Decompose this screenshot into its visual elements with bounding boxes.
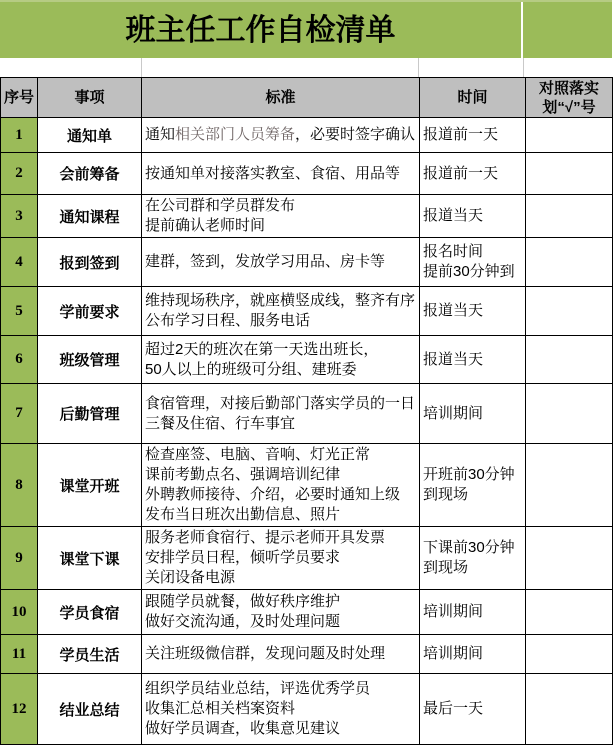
- text-segment: 通知: [145, 126, 176, 143]
- check-cell[interactable]: [526, 195, 613, 238]
- cell-line: 50人以上的班级可分组、建班委: [145, 360, 357, 378]
- time-cell: [420, 590, 526, 635]
- row-number-cell: 12: [1, 674, 38, 745]
- time-cell: [420, 384, 526, 444]
- col-header-time: 时间: [420, 78, 526, 118]
- cell-line: 按通知单对接落实教室、食宿、用品等: [145, 164, 401, 182]
- table-row: [1, 384, 613, 444]
- col-header-check-line1: 对照落实: [538, 79, 599, 97]
- time-cell: [420, 527, 526, 590]
- row-number-cell: 2: [1, 153, 38, 195]
- check-cell[interactable]: [526, 238, 613, 287]
- cell-line: 报名时间: [423, 243, 484, 260]
- cell-line: 提前30分钟到: [423, 263, 515, 280]
- table-row: [1, 590, 613, 635]
- cell-line: 做好学员调查，收集意见建议: [145, 720, 341, 737]
- item-cell: 班级管理: [38, 336, 142, 384]
- row-number-cell: 5: [1, 287, 38, 336]
- time-cell: [420, 635, 526, 674]
- cell-line: 报道当天: [423, 350, 484, 368]
- row-number-cell: 1: [1, 118, 38, 153]
- cell-line: 培训期间: [423, 645, 484, 662]
- table-row: [1, 635, 613, 674]
- title-cell: [0, 0, 521, 58]
- standard-cell: [142, 674, 420, 745]
- cell-line: [145, 125, 417, 145]
- cell-line: 外聘教师接待、介绍，必要时通知上级: [145, 486, 401, 503]
- cell-line: 检查座签、电脑、音响、灯光正常: [145, 446, 371, 463]
- item-cell: 学前要求: [38, 287, 142, 336]
- col-header-no: 序号: [1, 78, 38, 118]
- item-cell: 结业总结: [38, 674, 142, 745]
- gridline: [418, 58, 419, 77]
- standard-cell: [142, 238, 420, 287]
- table-row: [1, 153, 613, 195]
- check-cell[interactable]: [526, 527, 613, 590]
- time-cell: [420, 287, 526, 336]
- cell-line: 报道前一天: [423, 164, 499, 182]
- time-cell: [420, 153, 526, 195]
- gridline: [523, 58, 524, 77]
- cell-line: 食宿管理，对接后勤部门落实学员的一日: [145, 394, 416, 412]
- table-body: [1, 118, 613, 745]
- cell-line: 跟随学员就餐，做好秩序维护: [145, 593, 341, 610]
- title-band: [0, 0, 615, 58]
- table-row: [1, 238, 613, 287]
- check-cell[interactable]: [526, 118, 613, 153]
- cell-line: 安排学员日程，倾听学员要求: [145, 549, 341, 566]
- table-row: [1, 118, 613, 153]
- cell-line: 超过2天的班次在第一天选出班长，: [145, 340, 379, 358]
- text-segment: ，必要时签字确认: [295, 126, 416, 143]
- row-number-cell: 9: [1, 527, 38, 590]
- time-cell: [420, 195, 526, 238]
- item-cell: 学员食宿: [38, 590, 142, 635]
- time-cell: [420, 444, 526, 527]
- col-header-check: [526, 78, 613, 118]
- standard-cell: [142, 118, 420, 153]
- row-number-cell: 6: [1, 336, 38, 384]
- col-header-item: 事项: [38, 78, 142, 118]
- item-cell: 学员生活: [38, 635, 142, 674]
- cell-line: 提前确认老师时间: [145, 217, 266, 234]
- table-row: [1, 527, 613, 590]
- standard-cell: [142, 444, 420, 527]
- check-cell[interactable]: [526, 635, 613, 674]
- col-header-check-line2: 划“√”号: [542, 98, 596, 116]
- check-cell[interactable]: [526, 153, 613, 195]
- standard-cell: [142, 153, 420, 195]
- cell-line: 最后一天: [423, 700, 484, 717]
- item-cell: 后勤管理: [38, 384, 142, 444]
- check-cell[interactable]: [526, 384, 613, 444]
- item-cell: 报到签到: [38, 238, 142, 287]
- item-cell: 通知单: [38, 118, 142, 153]
- standard-cell: [142, 635, 420, 674]
- cell-line: 报道当天: [423, 207, 484, 224]
- cell-line: 到现场: [423, 559, 469, 576]
- cell-line: 关闭设备电源: [145, 569, 236, 586]
- time-cell: [420, 118, 526, 153]
- cell-line: 报道当天: [423, 302, 484, 319]
- table-row: [1, 336, 613, 384]
- gridline: [141, 58, 142, 77]
- spacer-row: [0, 58, 615, 77]
- row-number-cell: 10: [1, 590, 38, 635]
- item-cell: 会前筹备: [38, 153, 142, 195]
- table-row: [1, 287, 613, 336]
- cell-line: 关注班级微信群，发现问题及时处理: [145, 645, 386, 662]
- col-header-standard: 标准: [142, 78, 420, 118]
- cell-line: 收集汇总相关档案资料: [145, 700, 296, 717]
- item-cell: 课堂下课: [38, 527, 142, 590]
- check-cell[interactable]: [526, 336, 613, 384]
- time-cell: [420, 674, 526, 745]
- standard-cell: [142, 287, 420, 336]
- cell-line: 发布当日班次出勤信息、照片: [145, 506, 341, 523]
- item-cell: 课堂开班: [38, 444, 142, 527]
- cell-line: 开班前30分钟: [423, 466, 515, 483]
- table-row: [1, 195, 613, 238]
- standard-cell: [142, 336, 420, 384]
- row-number-cell: 4: [1, 238, 38, 287]
- table-row: [1, 444, 613, 527]
- cell-line: 课前考勤点名、强调培训纪律: [145, 466, 341, 483]
- cell-line: 培训期间: [423, 603, 484, 620]
- standard-cell: [142, 384, 420, 444]
- muted-text-segment: 相关部门人员筹备: [175, 126, 296, 143]
- cell-line: 到现场: [423, 486, 469, 503]
- item-cell: 通知课程: [38, 195, 142, 238]
- check-cell[interactable]: [526, 444, 613, 527]
- title-top-strip: [0, 0, 612, 2]
- cell-line: 三餐及住宿、行车事宜: [145, 414, 296, 432]
- cell-line: 下课前30分钟: [423, 539, 515, 556]
- row-number-cell: 3: [1, 195, 38, 238]
- check-cell[interactable]: [526, 674, 613, 745]
- cell-line: 在公司群和学员群发布: [145, 197, 296, 214]
- checklist-table: [0, 77, 613, 745]
- row-number-cell: 7: [1, 384, 38, 444]
- cell-line: 服务老师食宿行、提示老师开具发票: [145, 529, 386, 546]
- header-row: [1, 78, 613, 118]
- cell-line: 公布学习日程、服务电话: [145, 312, 311, 329]
- cell-line: 培训期间: [423, 404, 484, 422]
- check-cell[interactable]: [526, 287, 613, 336]
- standard-cell: [142, 195, 420, 238]
- standard-cell: [142, 527, 420, 590]
- page-title: 班主任工作自检清单: [125, 14, 396, 47]
- cell-line: 做好交流沟通，及时处理问题: [145, 613, 341, 630]
- title-cell-right: [523, 0, 612, 58]
- table-row: [1, 674, 613, 745]
- check-cell[interactable]: [526, 590, 613, 635]
- cell-line: 组织学员结业总结，评选优秀学员: [145, 680, 371, 697]
- time-cell: [420, 238, 526, 287]
- row-number-cell: 8: [1, 444, 38, 527]
- time-cell: [420, 336, 526, 384]
- cell-line: 建群，签到，发放学习用品、房卡等: [145, 253, 386, 270]
- cell-line: 维持现场秩序，就座横竖成线，整齐有序: [145, 292, 416, 309]
- cell-line: 报道前一天: [423, 126, 499, 143]
- row-number-cell: 11: [1, 635, 38, 674]
- standard-cell: [142, 590, 420, 635]
